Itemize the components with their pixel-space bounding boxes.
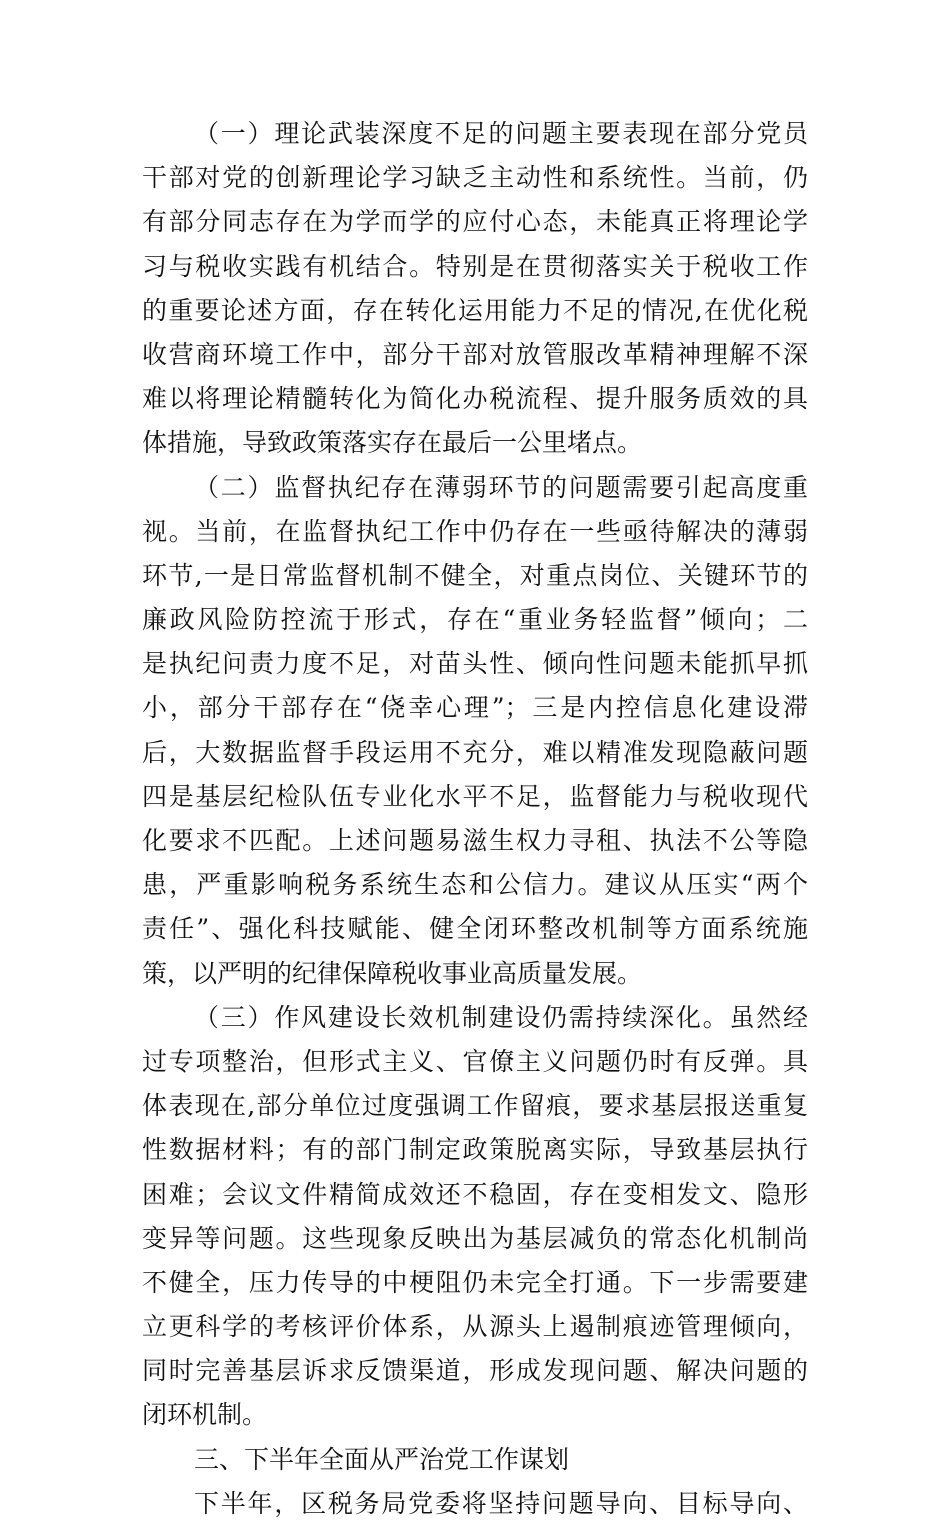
paragraph-theory <box>142 112 808 466</box>
paragraph-line: （一）理论武装深度不足的问题主要表现在部分党员 <box>194 119 808 148</box>
paragraph-line: 难以将理论精髓转化为简化办税流程、提升服务质效的具 <box>142 384 808 414</box>
paragraph-line: 立更科学的考核评价体系，从源头上遏制痕迹管理倾向， <box>142 1312 808 1342</box>
paragraph-line: （三）作风建设长效机制建设仍需持续深化。虽然经 <box>194 1002 808 1032</box>
paragraph-supervision <box>142 466 808 996</box>
paragraph-line: 廉政风险防控流于形式，存在“重业务轻监督”倾向；二 <box>142 605 808 635</box>
paragraph-line: 四是基层纪检队伍专业化水平不足，监督能力与税收现代 <box>142 781 808 811</box>
paragraph-line: 闭环机制。 <box>142 1400 268 1430</box>
paragraph-line: 体措施，导致政策落实存在最后一公里堵点。 <box>142 428 643 458</box>
paragraph-line: 习与税收实践有机结合。特别是在贯彻落实关于税收工作 <box>142 251 808 281</box>
paragraph-work-style <box>142 996 808 1438</box>
paragraph-line: 责任”、强化科技赋能、健全闭环整改机制等方面系统施 <box>142 914 808 944</box>
paragraph-line: 环节,一是日常监督机制不健全，对重点岗位、关键环节的 <box>142 560 808 590</box>
paragraph-line: 有部分同志存在为学而学的应付心态，未能真正将理论学 <box>142 207 808 237</box>
paragraph-line: 是执纪问责力度不足，对苗头性、倾向性问题未能抓早抓 <box>142 649 808 679</box>
paragraph-line: 的重要论述方面，存在转化运用能力不足的情况,在优化税 <box>142 295 808 325</box>
paragraph-line: 变异等问题。这些现象反映出为基层减负的常态化机制尚 <box>142 1223 808 1253</box>
paragraph-line: 化要求不匹配。上述问题易滋生权力寻租、执法不公等隐 <box>142 826 808 855</box>
paragraph-line: 后，大数据监督手段运用不充分，难以精准发现隐蔽问题 <box>142 737 808 767</box>
paragraph-line: 性数据材料；有的部门制定政策脱离实际，导致基层执行 <box>142 1135 808 1165</box>
paragraph-line: 患，严重影响税务系统生态和公信力。建议从压实“两个 <box>142 870 808 900</box>
document-body <box>142 112 808 1526</box>
paragraph-line: 同时完善基层诉求反馈渠道，形成发现问题、解决问题的 <box>142 1356 808 1386</box>
paragraph-line: 过专项整治，但形式主义、官僚主义问题仍时有反弹。具 <box>142 1046 808 1076</box>
paragraph-line: 困难；会议文件精简成效还不稳固，存在变相发文、隐形 <box>142 1179 808 1209</box>
paragraph-line: 不健全，压力传导的中梗阻仍未完全打通。下一步需要建 <box>142 1267 808 1297</box>
paragraph-line: 收营商环境工作中，部分干部对放管服改革精神理解不深 <box>142 339 808 369</box>
section-heading: 三、下半年全面从严治党工作谋划 <box>194 1444 570 1474</box>
paragraph-line: 视。当前，在监督执纪工作中仍存在一些亟待解决的薄弱 <box>142 516 808 546</box>
paragraph-line: 下半年，区税务局党委将坚持问题导向、目标导向、 <box>194 1488 808 1518</box>
paragraph-line: 干部对党的创新理论学习缺乏主动性和系统性。当前，仍 <box>142 163 808 193</box>
paragraph-line: 体表现在,部分单位过度强调工作留痕，要求基层报送重复 <box>142 1091 808 1121</box>
paragraph-line: 小，部分干部存在“侥幸心理”；三是内控信息化建设滞 <box>142 693 808 723</box>
paragraph-line: 策，以严明的纪律保障税收事业高质量发展。 <box>142 958 643 988</box>
paragraph-line: （二）监督执纪存在薄弱环节的问题需要引起高度重 <box>194 472 808 502</box>
